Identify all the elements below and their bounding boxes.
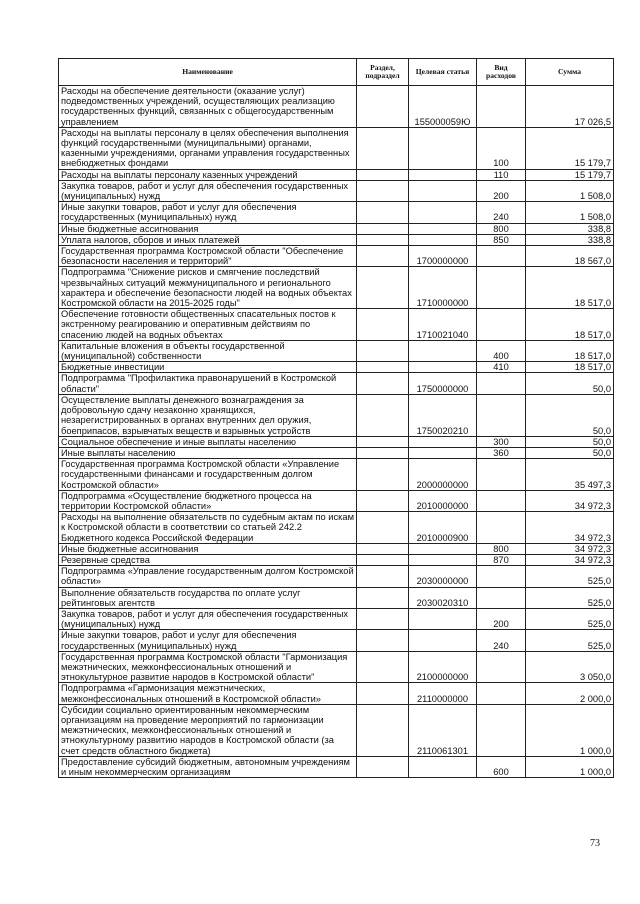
cell-section bbox=[357, 169, 409, 180]
cell-name: Расходы на выплаты персоналу в целях обеспечения выполнения функций государственными (муниципальными) органами, казенными учреждениями, органами управления государственных внебюджетных фондами bbox=[59, 127, 357, 169]
cell-vid: 300 bbox=[477, 436, 526, 447]
cell-target bbox=[409, 608, 477, 629]
cell-sum: 50,0 bbox=[526, 373, 614, 394]
cell-name: Закупка товаров, работ и услуг для обеспечения государственных (муниципальных) нужд bbox=[59, 608, 357, 629]
cell-vid: 870 bbox=[477, 554, 526, 565]
cell-target: 2030020310 bbox=[409, 587, 477, 608]
cell-vid: 360 bbox=[477, 447, 526, 458]
cell-section bbox=[357, 373, 409, 394]
table-row bbox=[59, 267, 614, 309]
cell-vid: 800 bbox=[477, 543, 526, 554]
cell-name: Иные закупки товаров, работ и услуг для обеспечения государственных (муниципальных) нужд bbox=[59, 630, 357, 651]
cell-vid bbox=[477, 373, 526, 394]
cell-target: 2000000000 bbox=[409, 459, 477, 491]
cell-section bbox=[357, 683, 409, 704]
table-row bbox=[59, 447, 614, 458]
cell-vid bbox=[477, 587, 526, 608]
cell-sum: 18 517,0 bbox=[526, 340, 614, 361]
cell-sum: 525,0 bbox=[526, 566, 614, 587]
cell-target bbox=[409, 127, 477, 169]
cell-vid: 600 bbox=[477, 756, 526, 777]
cell-target: 1710021040 bbox=[409, 309, 477, 341]
header-section: Раздел, подраздел bbox=[357, 59, 409, 86]
table-row bbox=[59, 543, 614, 554]
cell-sum: 15 179,7 bbox=[526, 169, 614, 180]
cell-section bbox=[357, 127, 409, 169]
cell-target bbox=[409, 436, 477, 447]
cell-target: 2110061301 bbox=[409, 704, 477, 756]
table-row bbox=[59, 436, 614, 447]
cell-name: Государственная программа Костромской области "Гармонизация межэтнических, межконфессиональных отношений и этнокультурное развитие народов в Костромской области" bbox=[59, 651, 357, 683]
cell-target bbox=[409, 180, 477, 201]
cell-target bbox=[409, 543, 477, 554]
table-row bbox=[59, 362, 614, 373]
cell-name: Иные выплаты населению bbox=[59, 447, 357, 458]
cell-vid bbox=[477, 651, 526, 683]
table-row bbox=[59, 234, 614, 245]
cell-section bbox=[357, 340, 409, 361]
cell-name: Государственная программа Костромской области "Обеспечение безопасности населения и территорий" bbox=[59, 246, 357, 267]
cell-sum: 2 000,0 bbox=[526, 683, 614, 704]
cell-vid bbox=[477, 459, 526, 491]
cell-vid bbox=[477, 246, 526, 267]
cell-name: Подпрограмма «Осуществление бюджетного процесса на территории Костромской области» bbox=[59, 490, 357, 511]
cell-name: Субсидии социально ориентированным некоммерческим организациям на проведение мероприятий по гармонизации межэтнических, межконфессиональных отношений и этнокультурному развитию народов в Костромской области (за счет средств областного бюджета) bbox=[59, 704, 357, 756]
cell-vid: 850 bbox=[477, 234, 526, 245]
cell-section bbox=[357, 554, 409, 565]
cell-vid bbox=[477, 683, 526, 704]
table-row bbox=[59, 202, 614, 223]
cell-target bbox=[409, 223, 477, 234]
header-target: Целевая статья bbox=[409, 59, 477, 86]
cell-vid: 100 bbox=[477, 127, 526, 169]
cell-sum: 1 508,0 bbox=[526, 180, 614, 201]
cell-section bbox=[357, 512, 409, 544]
cell-name: Иные закупки товаров, работ и услуг для обеспечения государственных (муниципальных) нужд bbox=[59, 202, 357, 223]
cell-sum: 34 972,3 bbox=[526, 543, 614, 554]
cell-name: Социальное обеспечение и иные выплаты населению bbox=[59, 436, 357, 447]
cell-target bbox=[409, 447, 477, 458]
cell-section bbox=[357, 704, 409, 756]
cell-target: 1700000000 bbox=[409, 246, 477, 267]
cell-name: Осуществление выплаты денежного вознаграждения за добровольную сдачу незаконно хранящихся, незарегистрированных в органах внутренних дел оружия, боеприпасов, взрывчатых веществ и взрывных устройств bbox=[59, 394, 357, 436]
cell-vid bbox=[477, 490, 526, 511]
cell-vid: 200 bbox=[477, 608, 526, 629]
cell-name: Закупка товаров, работ и услуг для обеспечения государственных (муниципальных) нужд bbox=[59, 180, 357, 201]
cell-sum: 15 179,7 bbox=[526, 127, 614, 169]
table-row bbox=[59, 340, 614, 361]
cell-section bbox=[357, 566, 409, 587]
cell-name: Капитальные вложения в объекты государственной (муниципальной) собственности bbox=[59, 340, 357, 361]
cell-name: Государственная программа Костромской области «Управление государственными финансами и государственным долгом Костромской области» bbox=[59, 459, 357, 491]
cell-target: 2100000000 bbox=[409, 651, 477, 683]
cell-sum: 50,0 bbox=[526, 394, 614, 436]
cell-vid bbox=[477, 267, 526, 309]
cell-sum: 338,8 bbox=[526, 234, 614, 245]
cell-vid: 240 bbox=[477, 202, 526, 223]
table-row bbox=[59, 309, 614, 341]
cell-target bbox=[409, 756, 477, 777]
cell-name: Расходы на выплаты персоналу казенных учреждений bbox=[59, 169, 357, 180]
cell-vid bbox=[477, 394, 526, 436]
table-row bbox=[59, 459, 614, 491]
cell-vid bbox=[477, 704, 526, 756]
cell-name: Уплата налогов, сборов и иных платежей bbox=[59, 234, 357, 245]
table-row bbox=[59, 180, 614, 201]
cell-name: Иные бюджетные ассигнования bbox=[59, 543, 357, 554]
cell-section bbox=[357, 202, 409, 223]
cell-name: Выполнение обязательств государства по оплате услуг рейтинговых агентств bbox=[59, 587, 357, 608]
cell-target bbox=[409, 340, 477, 361]
table-row bbox=[59, 169, 614, 180]
table-row bbox=[59, 683, 614, 704]
cell-section bbox=[357, 267, 409, 309]
cell-target bbox=[409, 202, 477, 223]
table-row bbox=[59, 127, 614, 169]
table-row bbox=[59, 512, 614, 544]
cell-vid: 400 bbox=[477, 340, 526, 361]
cell-sum: 18 517,0 bbox=[526, 267, 614, 309]
cell-section bbox=[357, 651, 409, 683]
cell-name: Предоставление субсидий бюджетным, автономным учреждениям и иным некоммерческим организациям bbox=[59, 756, 357, 777]
cell-target: 1750000000 bbox=[409, 373, 477, 394]
table-row bbox=[59, 394, 614, 436]
cell-sum: 1 000,0 bbox=[526, 704, 614, 756]
cell-target: 2110000000 bbox=[409, 683, 477, 704]
cell-sum: 34 972,3 bbox=[526, 490, 614, 511]
cell-vid: 110 bbox=[477, 169, 526, 180]
cell-section bbox=[357, 234, 409, 245]
cell-sum: 17 026,5 bbox=[526, 86, 614, 128]
header-sum: Сумма bbox=[526, 59, 614, 86]
header-name: Наименование bbox=[59, 59, 357, 86]
cell-section bbox=[357, 630, 409, 651]
cell-name: Подпрограмма «Гармонизация межэтнических, межконфессиональных отношений в Костромской области» bbox=[59, 683, 357, 704]
cell-section bbox=[357, 362, 409, 373]
cell-section bbox=[357, 608, 409, 629]
cell-target: 2010000900 bbox=[409, 512, 477, 544]
cell-sum: 50,0 bbox=[526, 447, 614, 458]
table-row bbox=[59, 86, 614, 128]
cell-target: 155000059Ю bbox=[409, 86, 477, 128]
cell-sum: 18 517,0 bbox=[526, 309, 614, 341]
cell-vid bbox=[477, 309, 526, 341]
cell-sum: 1 000,0 bbox=[526, 756, 614, 777]
cell-vid: 800 bbox=[477, 223, 526, 234]
table-row bbox=[59, 630, 614, 651]
cell-section bbox=[357, 309, 409, 341]
cell-section bbox=[357, 543, 409, 554]
cell-name: Подпрограмма "Профилактика правонарушений в Костромской области" bbox=[59, 373, 357, 394]
cell-section bbox=[357, 246, 409, 267]
cell-sum: 18 517,0 bbox=[526, 362, 614, 373]
cell-vid: 410 bbox=[477, 362, 526, 373]
cell-name: Иные бюджетные ассигнования bbox=[59, 223, 357, 234]
cell-target bbox=[409, 362, 477, 373]
cell-name: Резервные средства bbox=[59, 554, 357, 565]
cell-vid bbox=[477, 512, 526, 544]
cell-sum: 338,8 bbox=[526, 223, 614, 234]
cell-section bbox=[357, 180, 409, 201]
cell-sum: 34 972,3 bbox=[526, 512, 614, 544]
cell-section bbox=[357, 587, 409, 608]
cell-target: 2030000000 bbox=[409, 566, 477, 587]
cell-target: 1750020210 bbox=[409, 394, 477, 436]
page-number: 73 bbox=[590, 838, 600, 849]
cell-section bbox=[357, 394, 409, 436]
cell-vid bbox=[477, 566, 526, 587]
table-row bbox=[59, 246, 614, 267]
table-header-row bbox=[59, 59, 614, 86]
cell-vid: 200 bbox=[477, 180, 526, 201]
table-row bbox=[59, 704, 614, 756]
header-vid: Вид расходов bbox=[477, 59, 526, 86]
cell-name: Подпрограмма «Управление государственным долгом Костромской области» bbox=[59, 566, 357, 587]
cell-name: Расходы на выполнение обязательств по судебным актам по искам к Костромской области в соответствии со статьей 242.2 Бюджетного кодекса Российской Федерации bbox=[59, 512, 357, 544]
cell-section bbox=[357, 223, 409, 234]
table-row bbox=[59, 566, 614, 587]
cell-name: Обеспечение готовности общественных спасательных постов к экстренному реагированию и оперативным действиям по спасению людей на водных объектах bbox=[59, 309, 357, 341]
cell-name: Бюджетные инвестиции bbox=[59, 362, 357, 373]
table-row bbox=[59, 554, 614, 565]
cell-target bbox=[409, 554, 477, 565]
cell-sum: 34 972,3 bbox=[526, 554, 614, 565]
table-row bbox=[59, 223, 614, 234]
cell-target bbox=[409, 630, 477, 651]
cell-target bbox=[409, 169, 477, 180]
cell-name: Расходы на обеспечение деятельности (оказание услуг) подведомственных учреждений, осуществляющих реализацию государственных функций, связанных с общегосударственным управлением bbox=[59, 86, 357, 128]
table-row bbox=[59, 490, 614, 511]
table-row bbox=[59, 608, 614, 629]
cell-sum: 50,0 bbox=[526, 436, 614, 447]
table-row bbox=[59, 587, 614, 608]
table-row bbox=[59, 756, 614, 777]
cell-section bbox=[357, 459, 409, 491]
cell-section bbox=[357, 436, 409, 447]
cell-name: Подпрограмма "Снижение рисков и смягчение последствий чрезвычайных ситуаций межмуниципального и регионального характера и обеспечение безопасности людей на водных объектах Костромской области на 2015-2025 годы" bbox=[59, 267, 357, 309]
cell-sum: 35 497,3 bbox=[526, 459, 614, 491]
cell-vid bbox=[477, 86, 526, 128]
cell-section bbox=[357, 490, 409, 511]
cell-section bbox=[357, 86, 409, 128]
cell-vid: 240 bbox=[477, 630, 526, 651]
cell-target: 1710000000 bbox=[409, 267, 477, 309]
cell-sum: 1 508,0 bbox=[526, 202, 614, 223]
cell-sum: 525,0 bbox=[526, 608, 614, 629]
table-row bbox=[59, 651, 614, 683]
cell-sum: 525,0 bbox=[526, 587, 614, 608]
budget-table bbox=[58, 58, 614, 778]
table-row bbox=[59, 373, 614, 394]
cell-section bbox=[357, 756, 409, 777]
cell-sum: 18 567,0 bbox=[526, 246, 614, 267]
cell-section bbox=[357, 447, 409, 458]
cell-target: 2010000000 bbox=[409, 490, 477, 511]
cell-target bbox=[409, 234, 477, 245]
cell-sum: 525,0 bbox=[526, 630, 614, 651]
cell-sum: 3 050,0 bbox=[526, 651, 614, 683]
